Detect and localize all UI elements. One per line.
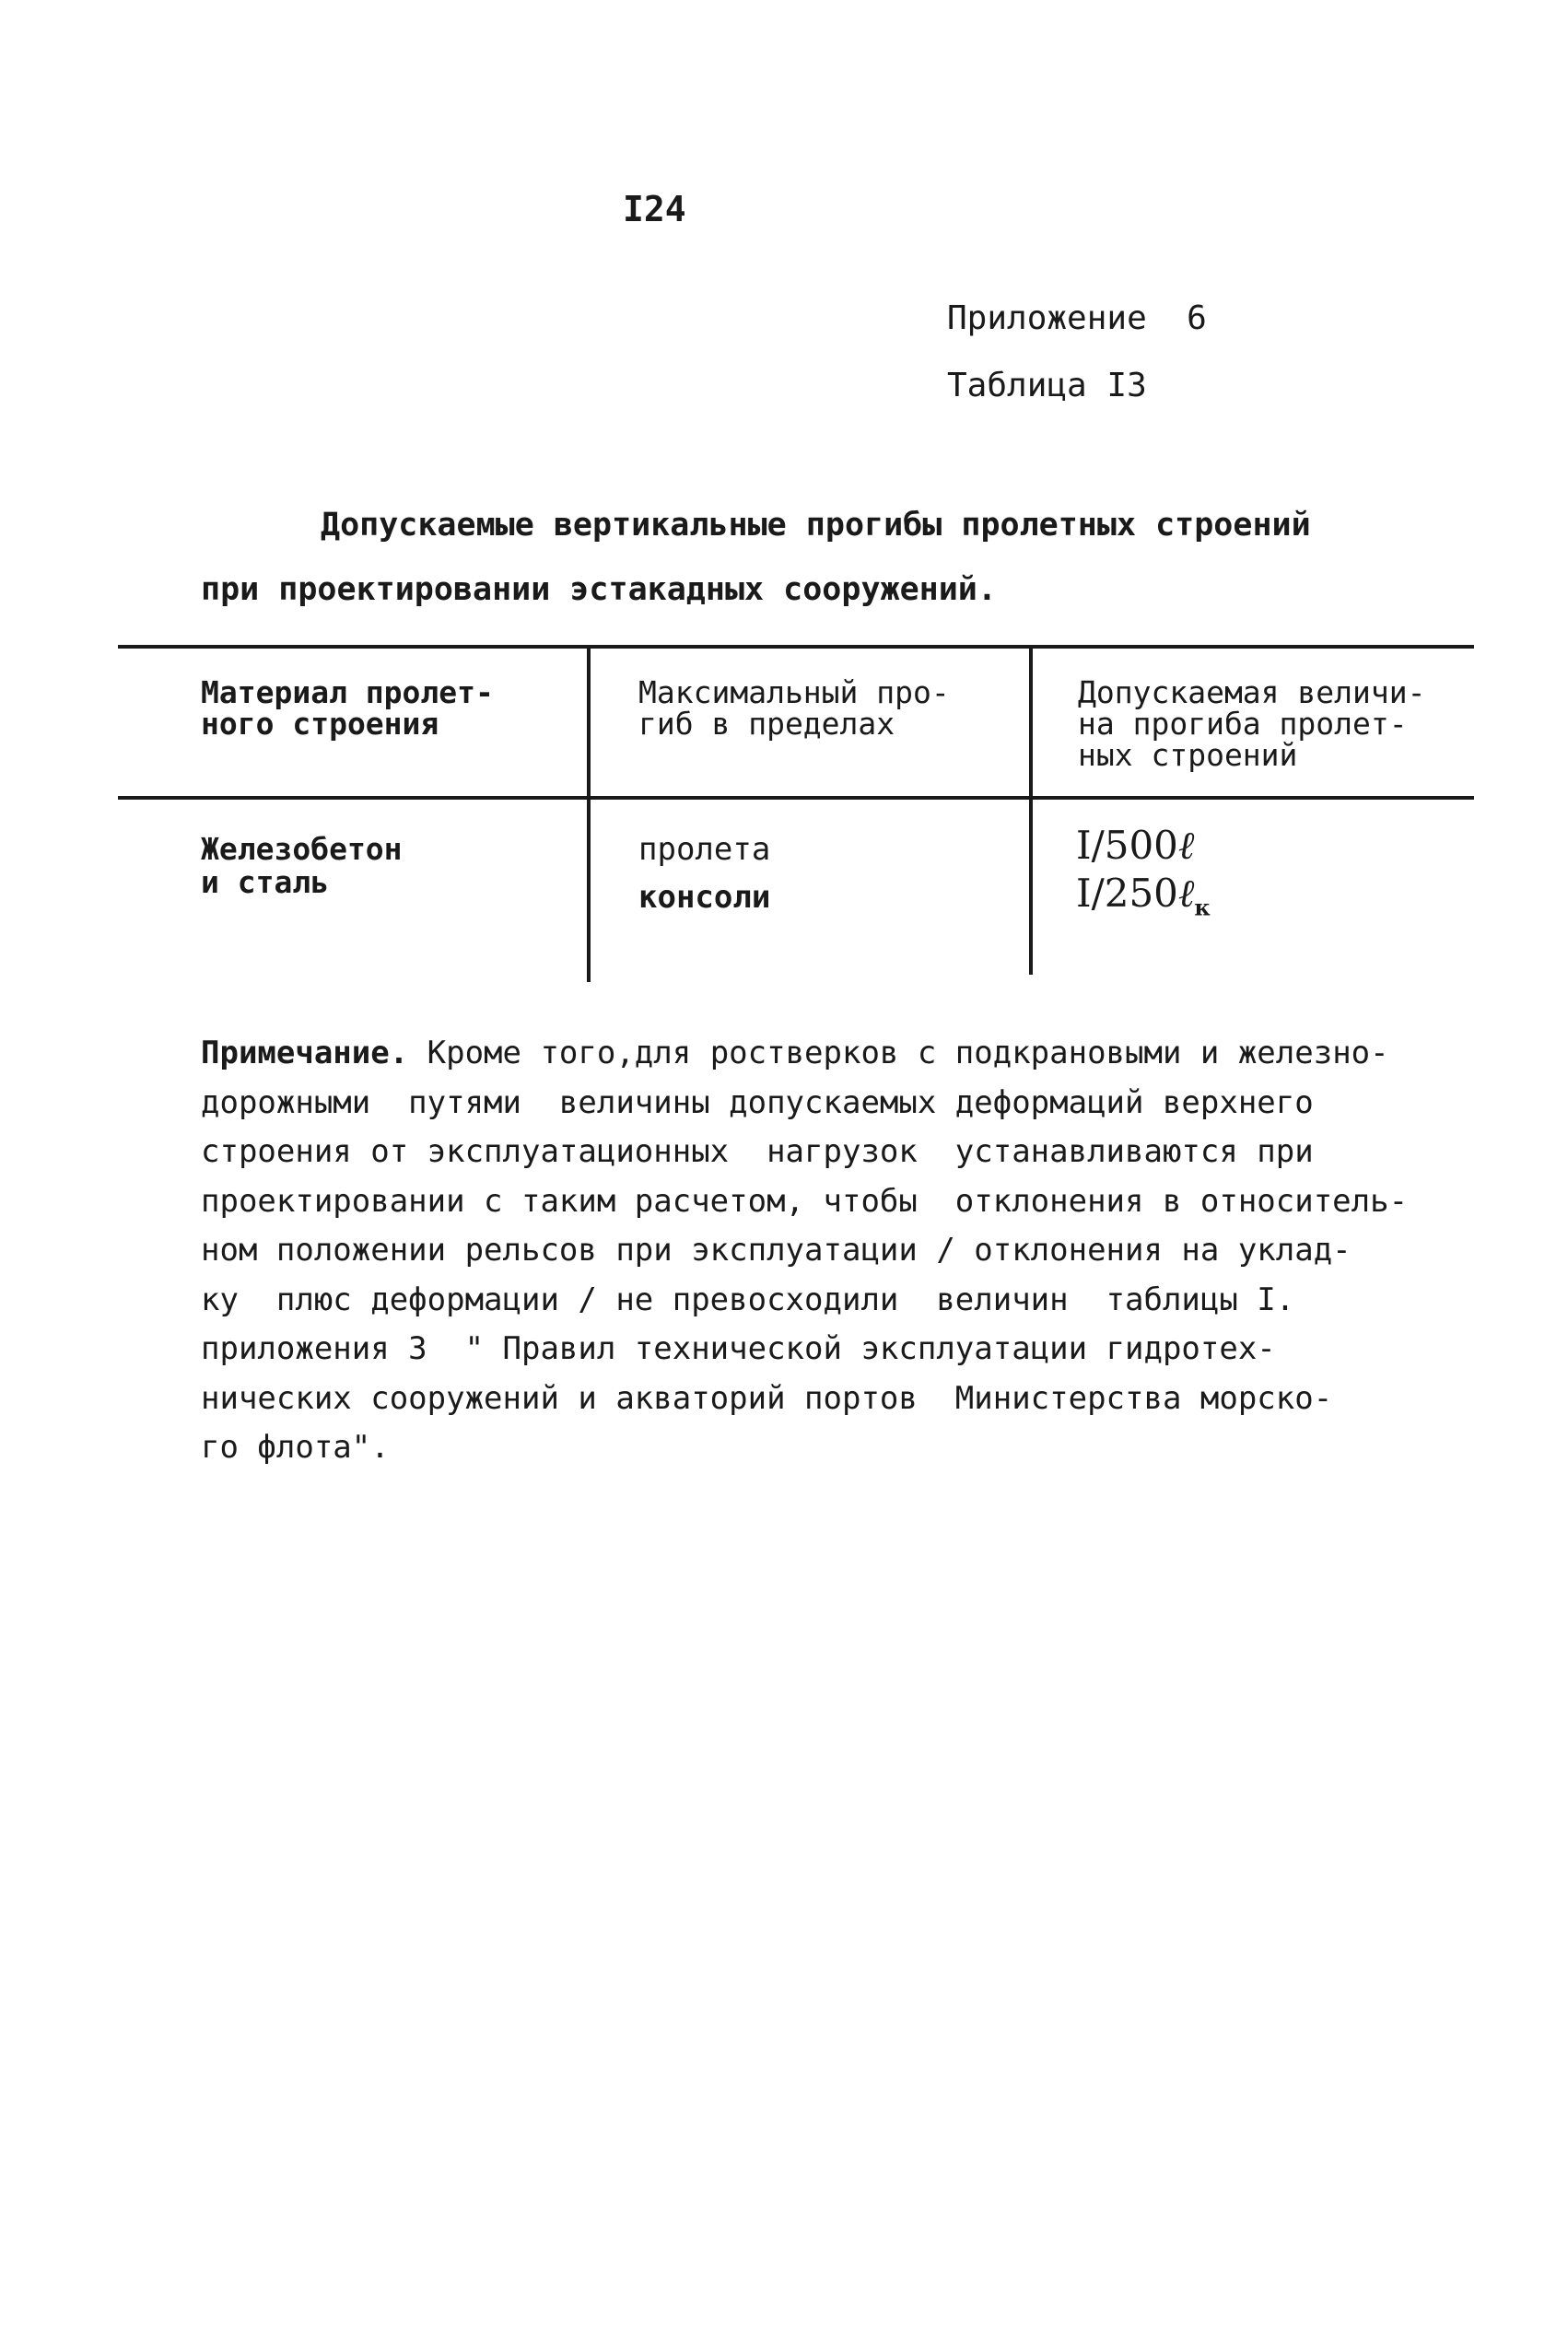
header-material — [201, 674, 494, 742]
cell-material-line: Железобетон — [201, 831, 403, 867]
value-symbol: ℓ — [1177, 871, 1195, 916]
table-caption — [201, 493, 1398, 622]
note-line: приложения 3 " Правил технической эксплуатации гидротех- — [201, 1330, 1276, 1367]
value-fraction: I/500 — [1076, 823, 1178, 868]
table-column-divider — [587, 645, 591, 982]
table-top-rule — [118, 645, 1474, 649]
cell-limits — [638, 825, 770, 921]
caption-line-1: Допускаемые вертикальные прогибы пролетных строений — [321, 507, 1311, 544]
value-subscript: к — [1194, 894, 1211, 921]
header-material-line: ного строения — [201, 706, 439, 742]
cell-material-line: и сталь — [201, 864, 330, 900]
note-line: дорожными путями величины допускаемых деформаций верхнего — [201, 1083, 1314, 1121]
header-max-deflection — [638, 674, 950, 742]
cell-limit-console: консоли — [638, 879, 771, 916]
appendix-label: Приложение 6 — [947, 299, 1207, 337]
cell-material — [201, 833, 403, 899]
value-fraction: I/250 — [1076, 871, 1178, 916]
header-allowable-line: на прогиба пролет- — [1078, 706, 1408, 742]
note-line: проектировании с таким расчетом, чтобы отклонения в относитель- — [201, 1182, 1409, 1220]
page-number: I24 — [623, 189, 686, 229]
header-allowable-line: ных строений — [1078, 737, 1298, 773]
note-paragraph — [201, 1029, 1509, 1473]
table-header-rule — [118, 796, 1474, 800]
cell-values — [1076, 822, 1211, 931]
header-material-line: Материал пролет- — [201, 674, 494, 710]
header-allowable-line: Допускаемая величи- — [1078, 674, 1426, 710]
note-line-text: Кроме того,для ростверков с подкрановыми и железно- — [408, 1035, 1389, 1071]
header-allowable-value — [1078, 674, 1426, 773]
note-line: нических сооружений и акваторий портов Министерства морско- — [201, 1379, 1333, 1417]
note-line: го флота". — [201, 1429, 390, 1466]
note-line: ку плюс деформации / не превосходили величин таблицы I. — [201, 1281, 1295, 1318]
value-console-limit — [1076, 871, 1211, 921]
value-span-limit — [1076, 823, 1194, 868]
header-max-deflection-line: Максимальный про- — [638, 674, 950, 710]
cell-limit-span: пролета — [638, 831, 771, 868]
note-line: ном положении рельсов при эксплуатации / отклонения на уклад- — [201, 1232, 1352, 1269]
caption-line-2: при проектировании эстакадных сооружений. — [201, 571, 997, 608]
value-symbol: ℓ — [1177, 823, 1195, 868]
note-line: строения от эксплуатационных нагрузок устанавливаются при — [201, 1133, 1314, 1170]
note-lead: Примечание. — [201, 1035, 409, 1071]
table-label: Таблица I3 — [947, 367, 1147, 404]
note-line — [201, 1029, 1509, 1079]
table-column-divider — [1029, 645, 1033, 975]
header-max-deflection-line: гиб в пределах — [638, 706, 895, 742]
